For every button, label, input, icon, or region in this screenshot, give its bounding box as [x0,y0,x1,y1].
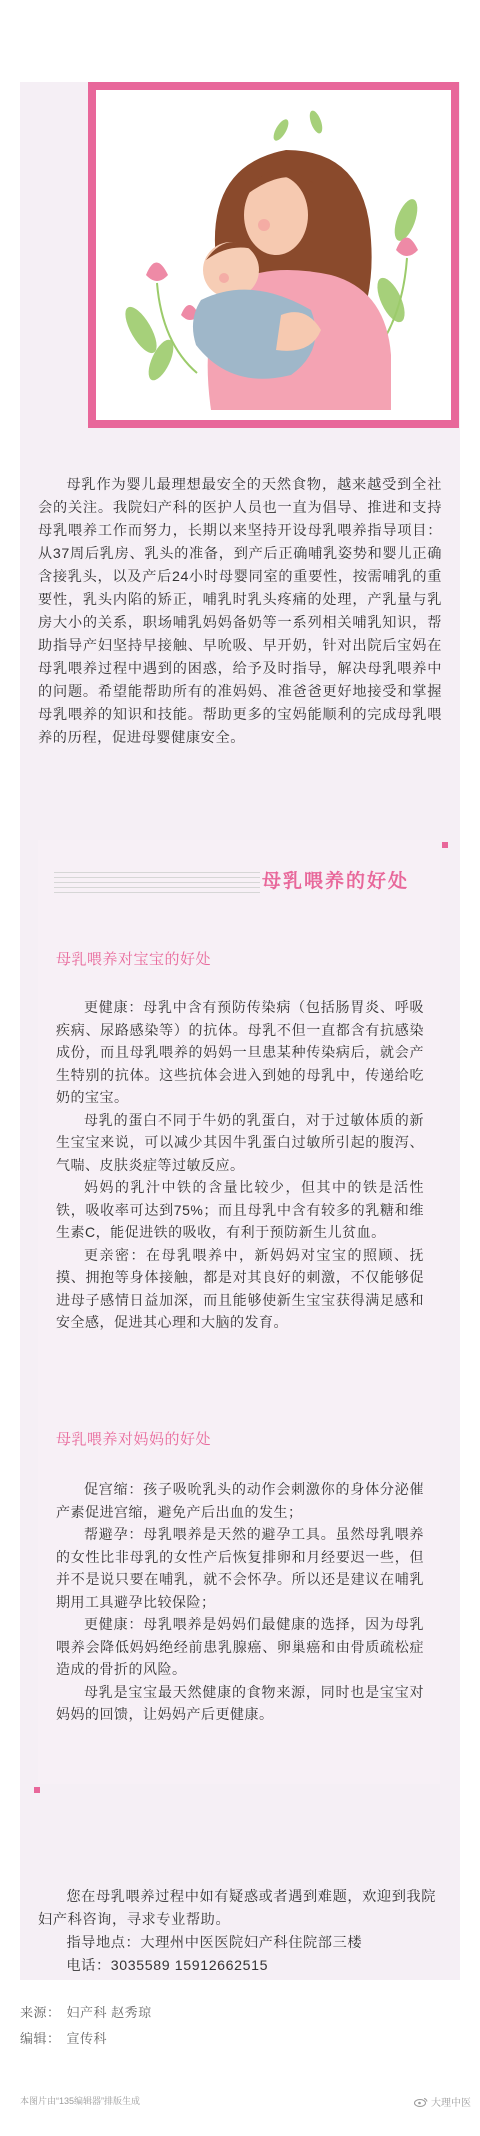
title-stripes [54,872,260,894]
paragraph: 母乳是宝宝最天然健康的食物来源，同时也是宝宝对妈妈的回馈，让妈妈产后更健康。 [56,1683,424,1722]
watermark-text: 大理中医 [431,2098,471,2109]
watermark [414,2094,471,2109]
contact-block [38,1886,442,1978]
footer-note: 本图片由“135编辑器”排版生成 [20,2096,141,2106]
editor-label: 编辑： [20,2031,61,2046]
mother-baby-illustration [106,100,441,410]
paragraph: 更亲密：在母乳喂养中，新妈妈对宝宝的照顾、抚摸、拥抱等身体接触，都是对其良好的刺激，不仅能够促进母子感情日益加深，而且能够使新生宝宝获得满足感和安全感，促进其心理和大脑的发育。 [56,1246,424,1330]
source-label: 来源： [20,2005,61,2020]
paragraph: 更健康：母乳喂养是妈妈们最健康的选择，因为母乳喂养会降低妈妈绝经前患乳腺癌、卵巢癌和由骨质疏松症造成的骨折的风险。 [56,1616,424,1677]
weibo-icon [414,2097,428,2107]
illustration-frame [88,82,459,428]
baby-benefits-text [56,996,424,1334]
editor-value: 宣传科 [66,2031,108,2046]
paragraph: 妈妈的乳汁中铁的含量比较少，但其中的铁是活性铁，吸收率可达到75%；而且母乳中含有较多的乳糖和维生素C，能促进铁的吸收，有利于预防新生儿贫血。 [56,1179,424,1240]
contact-address: 指导地点：大理州中医医院妇产科住院部三楼 [66,1935,363,1951]
contact-text: 您在母乳喂养过程中如有疑惑或者遇到难题，欢迎到我院妇产科咨询，寻求专业帮助。 [38,1889,437,1928]
paragraph: 促宫缩：孩子吸吮乳头的动作会刺激你的身体分泌催产素促进宫缩，避免产后出血的发生； [56,1481,424,1520]
paragraph: 帮避孕：母乳喂养是天然的避孕工具。虽然母乳喂养的女性比非母乳的女性产后恢复排卵和月经要迟一些，但并不是说只要在哺乳，就不会怀孕。所以还是建议在哺乳期用工具避孕比较保险； [56,1526,424,1610]
corner-decoration [34,1787,40,1793]
paragraph: 母乳的蛋白不同于牛奶的乳蛋白，对于过敏体质的新生宝宝来说，可以减少其因牛乳蛋白过敏所引起的腹泻、气喘、皮肤炎症等过敏反应。 [56,1111,424,1173]
editor-line [20,2028,107,2047]
mom-benefits-text [56,1478,424,1726]
intro-text: 母乳作为婴儿最理想最安全的天然食物，越来越受到全社会的关注。我院妇产科的医护人员也一直为倡导、推进和支持母乳喂养工作而努力，长期以来坚持开设母乳喂养指导项目：从37周后乳房、乳头的准备，到产后正确哺乳姿势和婴儿正确含接乳头，以及产后24小时母婴同室的重要性，按需哺乳的重要性，乳头内陷的矫正，哺乳时乳头疼痛的处理，产乳量与乳房大小的关系，职场哺乳妈妈备奶等一系列相关哺乳知识，帮助指导产妇坚持早接触、早吮吸、早开奶，针对出院后宝妈在母乳喂养过程中遇到的困惑，给予及时指导，解决母乳喂养中的问题。希望能帮助所有的准妈妈、准爸爸更好地接受和掌握母乳喂养的知识和技能。帮助更多的宝妈能顺利的完成母乳喂养的历程，促进母婴健康安全。 [38,477,442,746]
paragraph: 更健康：母乳中含有预防传染病（包括肠胃炎、呼吸疾病、尿路感染等）的抗体。母乳不但一直都含有抗感染成份，而且母乳喂养的妈妈一旦患某种传染病后，就会产生特别的抗体。这些抗体会进入到她的母乳中，传递给吃奶的宝宝。 [56,999,424,1105]
intro-paragraph [38,474,442,750]
source-value: 妇产科 赵秀琼 [66,2005,152,2020]
baby-benefits-subtitle: 母乳喂养对宝宝的好处 [56,951,212,968]
section-title: 母乳喂养的好处 [262,871,410,892]
corner-decoration [442,842,448,848]
mom-benefits-subtitle: 母乳喂养对妈妈的好处 [56,1431,212,1448]
source-line [20,2002,152,2021]
contact-phone: 电话：3035589 15912662515 [66,1958,269,1974]
